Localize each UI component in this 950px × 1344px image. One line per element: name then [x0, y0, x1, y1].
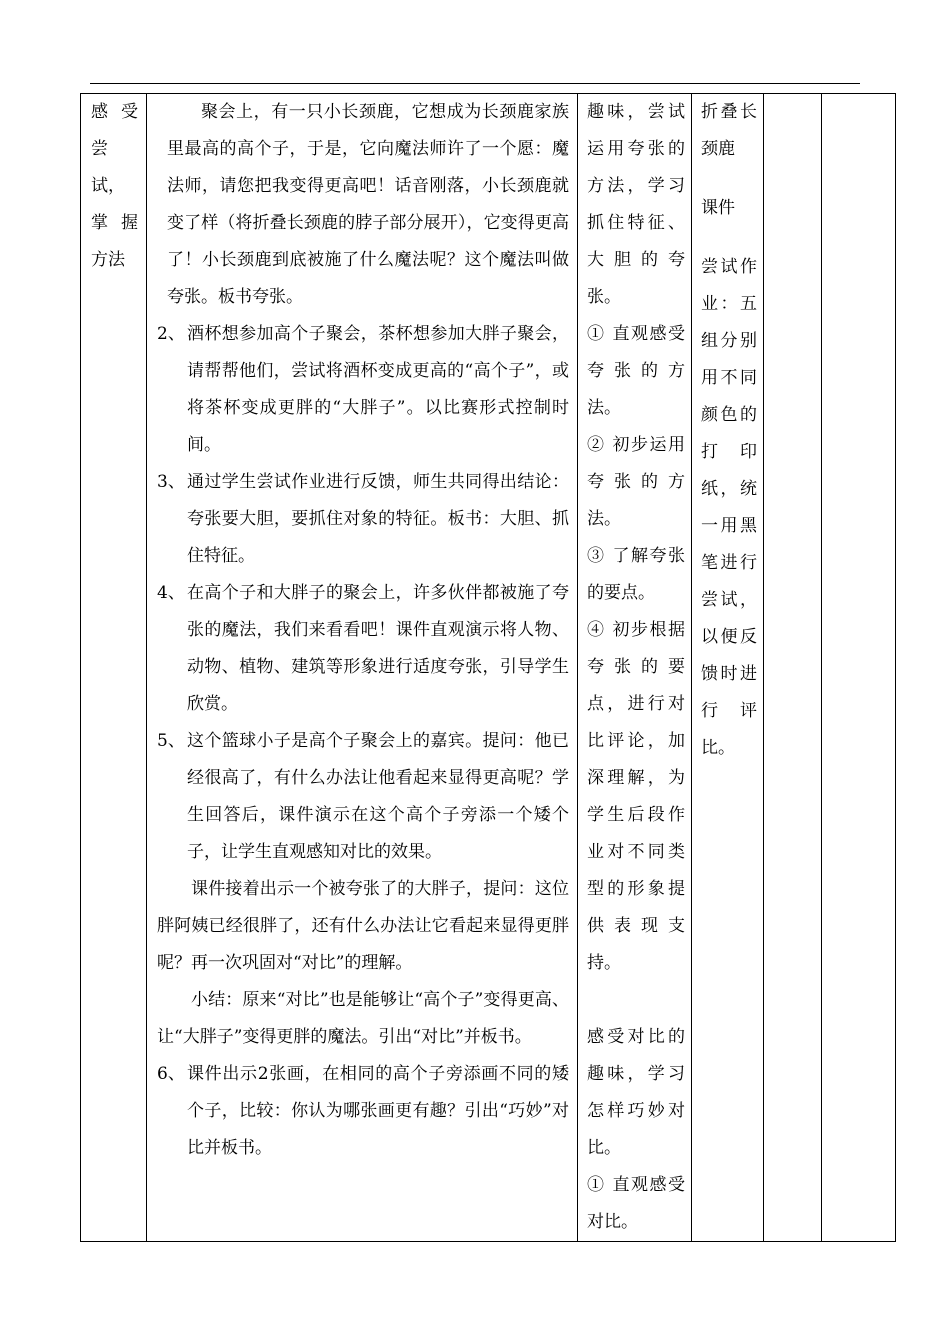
item-text: 在高个子和大胖子的聚会上，许多伙伴都被施了夸张的魔法，我们来看看吧！课件直观演示将人物、动物、植物、建筑等形象进行适度夸张，引导学生欣赏。 — [187, 583, 569, 714]
item-number: 5、 — [157, 731, 185, 751]
item-number: 4、 — [157, 583, 185, 603]
item-number: 2、 — [157, 324, 185, 344]
resources-cell — [692, 94, 764, 1242]
stage-line: 方法 — [91, 250, 125, 270]
list-item — [157, 575, 569, 723]
stage-line: 掌握 — [91, 213, 138, 233]
item-number: 6、 — [157, 1064, 185, 1084]
intent-point: ① 直观感受夸张的方法。 — [587, 324, 685, 418]
intent-block: 趣味，尝试运用夸张的方法，学习抓住特征、大胆的夸张。 — [587, 102, 685, 307]
empty-cell — [764, 94, 822, 1242]
intent-cell — [578, 94, 692, 1242]
intent-block: 感受对比的趣味，学习怎样巧妙对比。 — [587, 1027, 685, 1158]
intent-point: ③ 了解夸张的要点。 — [587, 546, 685, 603]
fat-paragraph: 课件接着出示一个被夸张了的大胖子，提问：这位胖阿姨已经很胖了，还有什么办法让它看起来显得更胖呢？再一次巩固对“对比”的理解。 — [157, 879, 569, 973]
item-text: 课件出示2张画，在相同的高个子旁添画不同的矮个子，比较：你认为哪张画更有趣？引出“巧妙”对比并板书。 — [187, 1064, 569, 1158]
stage-line: 感受 — [91, 102, 138, 122]
intent-point: ④ 初步根据夸张的要点，进行对比评论，加深理解，为学生后段作业对不同类型的形象提供表现支持。 — [587, 620, 685, 973]
stage-cell — [81, 94, 147, 1242]
item-text: 通过学生尝试作业进行反馈，师生共同得出结论：夸张要大胆，要抓住对象的特征。板书：大胆、抓住特征。 — [187, 472, 569, 566]
summary-paragraph: 小结：原来“对比”也是能够让“高个子”变得更高、让“大胖子”变得更胖的魔法。引出“对比”并板书。 — [157, 990, 569, 1047]
stage-line: 试， — [91, 176, 125, 196]
resource-item: 折叠长颈鹿 — [701, 102, 757, 159]
resource-item: 尝试作业：五组分别用不同颜色的打印纸，统一用黑笔进行尝试，以便反馈时进行评比。 — [701, 257, 757, 758]
lesson-plan-table — [80, 93, 896, 1242]
list-item — [157, 1056, 569, 1167]
list-item — [157, 723, 569, 871]
stage-line: 尝 — [91, 139, 108, 159]
list-item — [157, 316, 569, 464]
header-rule — [90, 83, 860, 84]
item-text: 酒杯想参加高个子聚会，茶杯想参加大胖子聚会，请帮帮他们，尝试将酒杯变成更高的“高个子”，或将茶杯变成更胖的“大胖子”。以比赛形式控制时间。 — [187, 324, 569, 455]
intent-point: ② 初步运用夸张的方法。 — [587, 435, 685, 529]
item-number: 3、 — [157, 472, 185, 492]
empty-cell — [822, 94, 896, 1242]
list-item — [157, 464, 569, 575]
intro-paragraph: 聚会上，有一只小长颈鹿，它想成为长颈鹿家族里最高的高个子，于是，它向魔法师许了一个愿：魔法师，请您把我变得更高吧！话音刚落，小长颈鹿就变了样（将折叠长颈鹿的脖子部分展开），它变得更高了！小长颈鹿到底被施了什么魔法呢？这个魔法叫做夸张。板书夸张。 — [167, 102, 569, 307]
process-cell — [147, 94, 578, 1242]
resource-item: 课件 — [701, 198, 735, 218]
intent-point: ① 直观感受对比。 — [587, 1175, 685, 1232]
item-text: 这个篮球小子是高个子聚会上的嘉宾。提问：他已经很高了，有什么办法让他看起来显得更高呢？学生回答后，课件演示在这个高个子旁添一个矮个子，让学生直观感知对比的效果。 — [187, 731, 569, 862]
